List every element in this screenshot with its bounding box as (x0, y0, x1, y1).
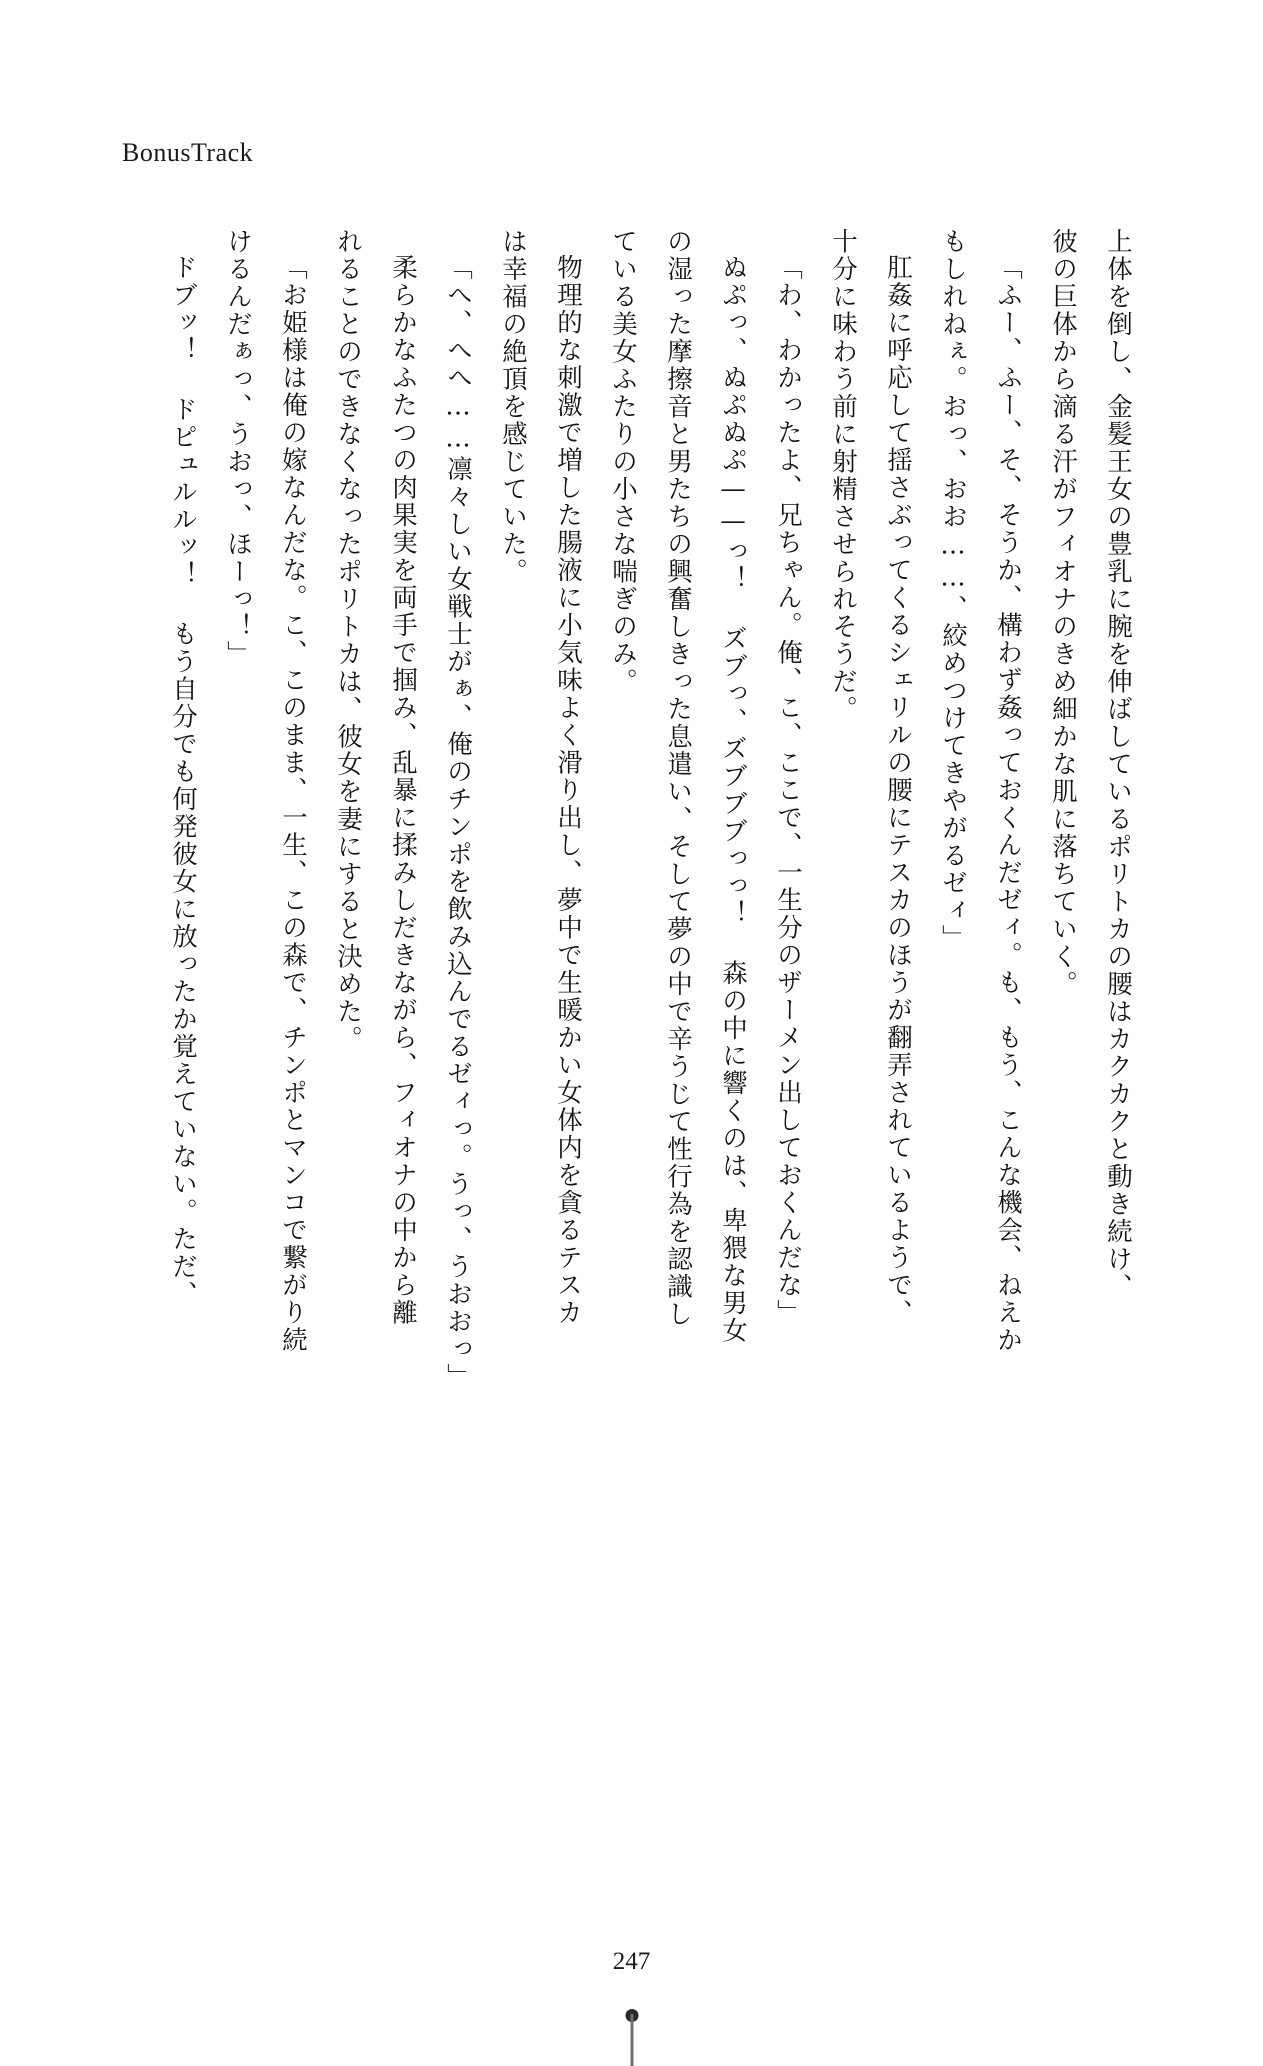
body-line: 「わ、わかったよ、兄ちゃん。俺、こ、ここで、一生分のザーメン出しておくんだな」 (773, 254, 803, 1327)
body-line: 物理的な刺激で増した腸液に小気味よく滑り出し、夢中で生暖かい女体内を貪るテスカ (553, 254, 583, 1327)
body-line: 十分に味わう前に射精させられそうだ。 (828, 228, 858, 723)
body-line: ぬぷっ、ぬぷぬぷ——っ！ ズブっ、ズブブブっっ！ 森の中に響くのは、卑猥な男女 (718, 254, 748, 1345)
body-line: 柔らかなふたつの肉果実を両手で掴み、乱暴に揉みしだきながら、フィオナの中から離 (388, 254, 418, 1327)
body-line: 彼の巨体から滴る汗がフィオナのきめ細かな肌に落ちていく。 (1048, 228, 1078, 998)
body-line: 「へ、へへ……凛々しい女戦士がぁ、俺のチンポを飲み込んでるゼィっ。うっ、うおおっ」 (443, 254, 473, 1391)
body-line: けるんだぁっ、うおっ、ほーっ！」 (223, 228, 253, 668)
spine-line-mark (630, 2014, 633, 2066)
body-line: は幸福の絶頂を感じていた。 (498, 228, 528, 586)
body-line: の湿った摩擦音と男たちの興奮しきった息遣い、そして夢の中で辛うじて性行為を認識し (663, 228, 693, 1328)
body-line: 「ふー、ふー、そ、そうか、構わず姦っておくんだゼィ。も、もう、こんな機会、ねえか (993, 254, 1023, 1354)
page-body-text (125, 228, 1145, 1528)
body-line: 肛姦に呼応して揺さぶってくるシェリルの腰にテスカのほうが翻弄されているようで、 (883, 254, 913, 1327)
body-line: もしれねぇ。おっ、おお……、絞めつけてきやがるゼィ」 (938, 228, 968, 952)
body-line: 上体を倒し、金髪王女の豊乳に腕を伸ばしているポリトカの腰はカクカクと動き続け、 (1103, 228, 1133, 1301)
page-number: 247 (612, 1948, 651, 1975)
body-line: ドブッ！ ドピュルルッ！ もう自分でも何発彼女に放ったか覚えていない。ただ、 (168, 254, 198, 1308)
page-header: BonusTrack (122, 138, 254, 167)
body-line: れることのできなくなったポリトカは、彼女を妻にすると決めた。 (333, 228, 363, 1053)
body-line: 「お姫様は俺の嫁なんだな。こ、このまま、一生、この森で、チンポとマンコで繋がり続 (278, 254, 308, 1354)
body-line: ている美女ふたりの小さな喘ぎのみ。 (608, 228, 638, 696)
